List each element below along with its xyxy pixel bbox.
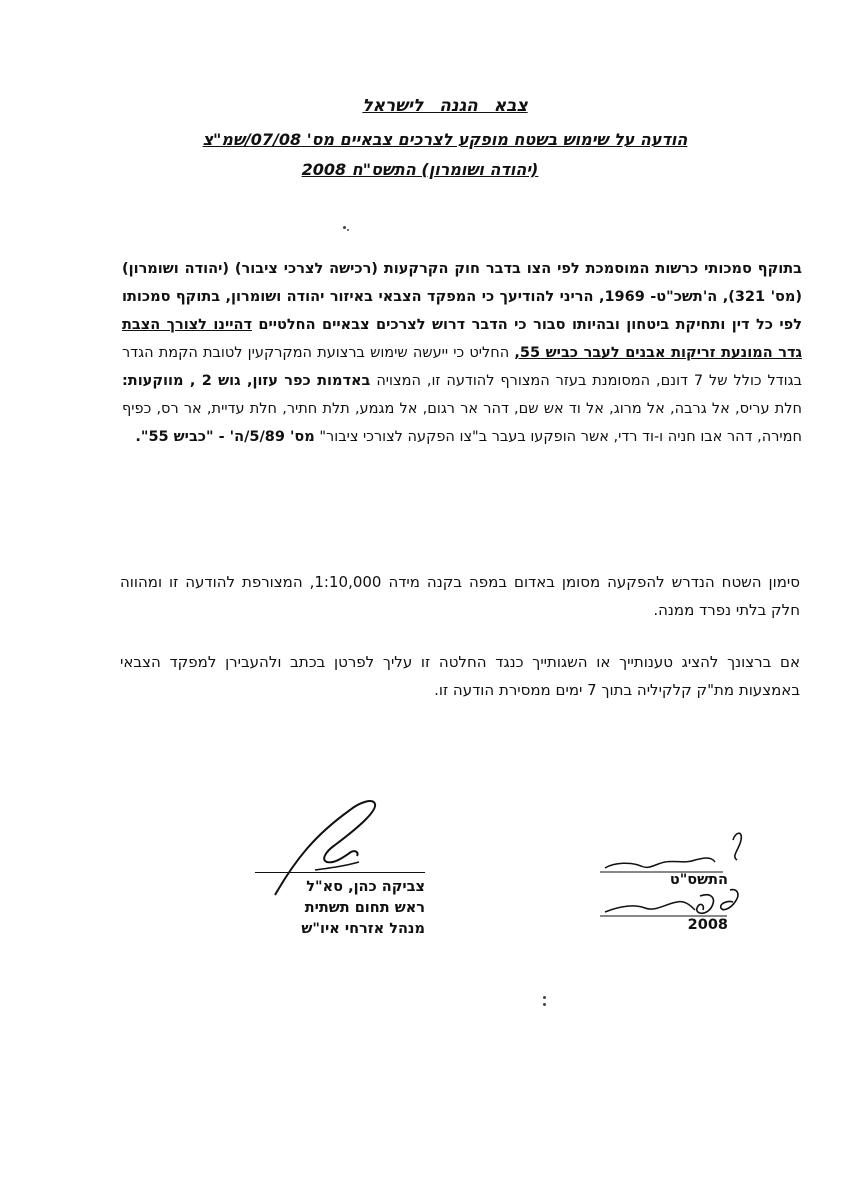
date-hebrew-year: התשס"ט	[669, 872, 728, 888]
signature-line	[255, 872, 425, 873]
scan-speck	[543, 996, 546, 999]
scan-speck	[343, 226, 346, 229]
p1-location: באדמות כפר עזון, גוש 2 , מווקעות:	[122, 373, 371, 389]
signatory-role: ראש תחום תשתית	[304, 900, 425, 916]
notice-paragraph-objection: אם ברצונך להציג טענותייך או השגותייך כנגד החלטה זו עליך לפרטן בכתב ולהעבירן למפקד הצבאי באמצעות מת"ק קלקיליה בתוך 7 ימים ממסירת הודעה זו.	[120, 653, 800, 699]
signatory-dept: מנהל אזרחי איו"ש	[301, 921, 425, 937]
notice-region: (יהודה ושומרון) התשס"ח 2008	[301, 160, 539, 179]
p1-parcels: חלת עריס, אל גרבה, אל מרוג, אל וד אש שם, דהר אר רגום, אל מגמע, תלת חתיר, חלת עדיית, אר רס, כפיף חמירה, דהר אבו חניה ו-וד רדי, אשר הופקעו בעבר ב"צו הפקעה לצורכי ציבור"	[122, 401, 802, 445]
p1-purpose: דהיינו לצורך הצבת גדר המונעת זריקות אבנים לעבר כביש 55,	[122, 317, 802, 361]
signatory-block	[245, 872, 425, 940]
p1-decision: החליט כי ייעשה שימוש ברצועת המקרקעין לטובת הקמת הגדר בגודל כולל של 7 דונם, המסומנת בעזר המצורף להודעה זו, המצויה	[122, 345, 802, 389]
handwritten-date	[545, 828, 750, 928]
p1-intro: בתוקף סמכותי כרשות המוסמכת לפי הצו בדבר חוק הקרקעות (רכישה לצרכי ציבור) (יהודה ושומרון) (מס' 321), ה'תשכ"ט- 1969, הריני להודיעך כי המפקד הצבאי באיזור יהודה ושומרון, בתוקף סמכותו לפי כל דין ותחיקת ביטחון ובהיותו סבור כי הדבר דרוש לצרכים צבאיים החלטיים	[122, 261, 802, 333]
notice-paragraph-authority	[122, 255, 802, 451]
notice-title: הודעה על שימוש בשטח מופקע לצרכים צבאיים מס' 07/08/שמ"צ	[202, 130, 688, 149]
scan-speck	[543, 1003, 546, 1006]
notice-paragraph-map: סימון השטח הנדרש להפקעה מסומן באדום במפה בקנה מידה 1:10,000, המצורפת להודעה זו ומהווה חלק בלתי נפרד ממנה.	[120, 573, 801, 619]
signatory-name: צביקה כהן, סא"ל	[306, 879, 425, 895]
scan-speck	[347, 229, 349, 231]
date-gregorian-year: 2008	[687, 917, 728, 933]
p1-order-ref: מס' 5/89/ה' - "כביש 55".	[135, 429, 315, 445]
org-heading: צבא הגנה לישראל	[362, 96, 528, 116]
